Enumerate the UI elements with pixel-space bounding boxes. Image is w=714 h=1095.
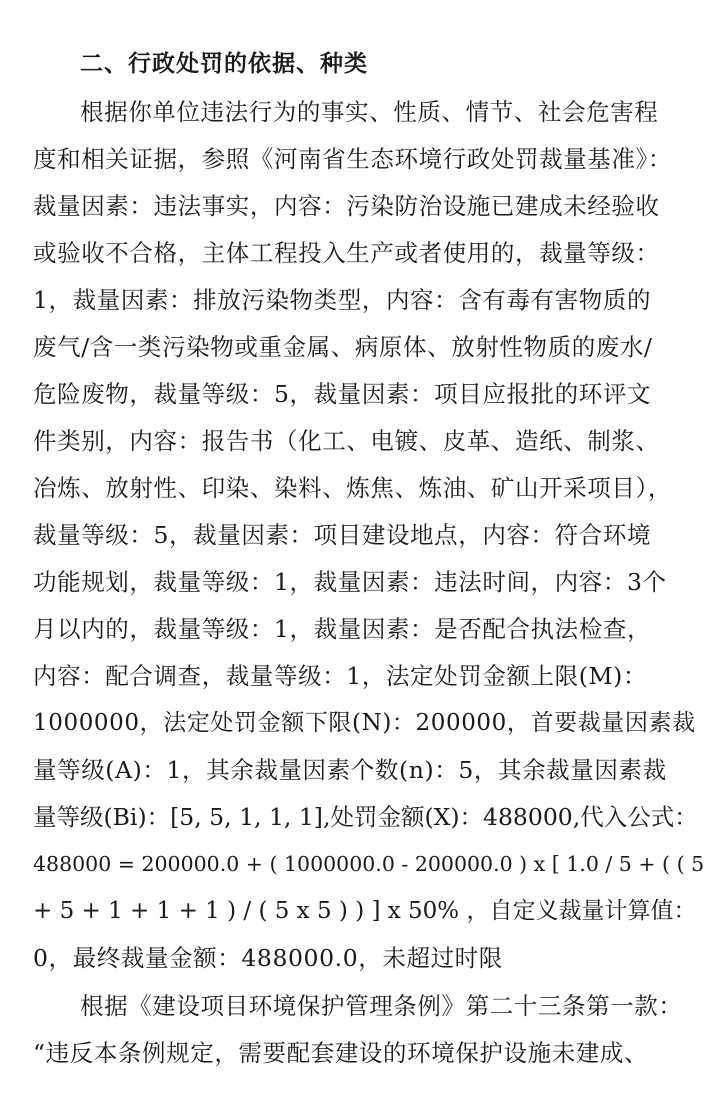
section-heading: 二、行政处罚的依据、种类	[80, 51, 368, 77]
paragraph-line: 度和相关证据，参照《河南省生态环境行政处罚裁量基准》：	[33, 145, 672, 173]
paragraph-line: 1，裁量因素：排放污染物类型，内容：含有毒有害物质的	[33, 286, 652, 314]
paragraph-line: 根据《建设项目环境保护管理条例》第二十三条第一款：	[80, 992, 683, 1020]
paragraph-line: 冶炼、放射性、印染、染料、炼焦、炼油、矿山开采项目），	[33, 474, 672, 502]
paragraph-line: 废气/含一类污染物或重金属、病原体、放射性物质的废水/	[33, 333, 653, 361]
formula-line: 488000 = 200000.0 + ( 1000000.0 - 200000.0 ) x [ 1.0 / 5 + ( ( 5	[33, 852, 705, 876]
paragraph-line: 1000000，法定处罚金额下限(N)：200000，首要裁量因素裁	[33, 710, 696, 736]
paragraph-line: 或验收不合格，主体工程投入生产或者使用的，裁量等级：	[33, 239, 660, 267]
paragraph-line: 功能规划，裁量等级：1，裁量因素：违法时间，内容：3个	[33, 568, 667, 596]
paragraph-line: “违反本条例规定，需要配套建设的环境保护设施未建成、	[33, 1039, 649, 1067]
paragraph-line: 量等级(A)：1，其余裁量因素个数(n)：5，其余裁量因素裁	[33, 756, 667, 784]
paragraph-line: 0，最终裁量金额：488000.0，未超过时限	[33, 944, 503, 972]
paragraph-line: 裁量等级：5，裁量因素：项目建设地点，内容：符合环境	[33, 521, 652, 549]
paragraph-line: 月以内的，裁量等级：1，裁量因素：是否配合执法检查，	[33, 615, 652, 643]
formula-line: + 5 + 1 + 1 + 1 ) / ( 5 x 5 ) ) ] x 50% ，自定义裁量计算值：	[33, 898, 697, 924]
paragraph-line: 危险废物，裁量等级：5，裁量因素：项目应报批的环评文	[33, 380, 652, 408]
paragraph-line: 内容：配合调查，裁量等级：1，法定处罚金额上限(M)：	[33, 662, 648, 690]
paragraph-line: 根据你单位违法行为的事实、性质、情节、社会危害程	[80, 98, 659, 126]
paragraph-line: 件类别，内容：报告书（化工、电镀、皮革、造纸、制浆、	[33, 427, 660, 455]
paragraph-line: 量等级(Bi)：[5, 5, 1, 1, 1],处罚金额(X)：488000,代入公式：	[33, 803, 698, 831]
paragraph-line: 裁量因素：违法事实，内容：污染防治设施已建成未经验收	[33, 192, 660, 220]
